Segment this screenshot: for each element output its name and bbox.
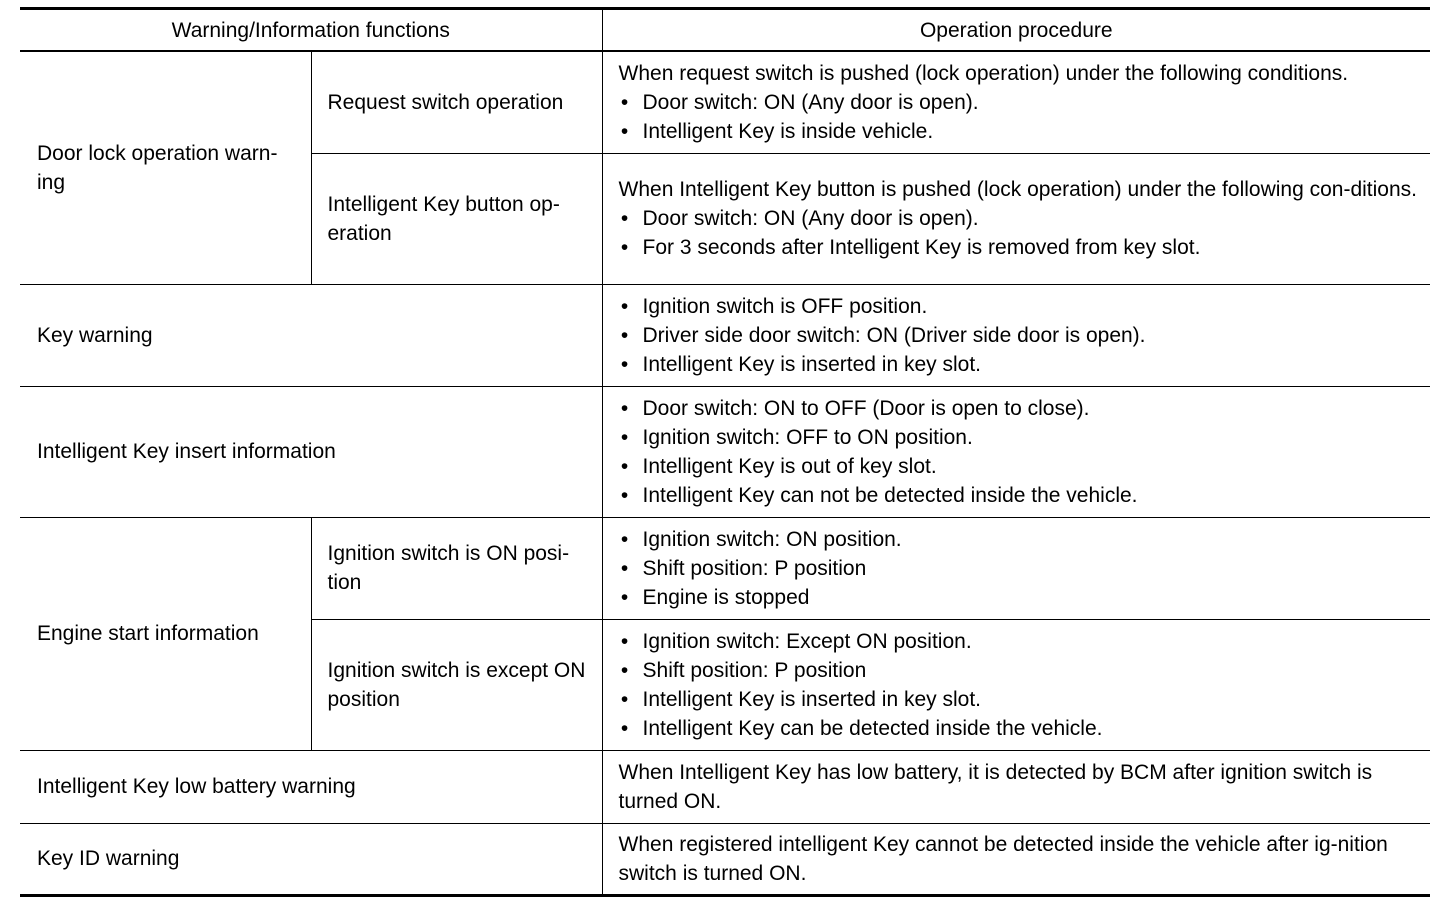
list-item-text: Door switch: ON to OFF (Door is open to close). <box>642 396 1090 420</box>
list-item-text: Intelligent Key can be detected inside the vehicle. <box>642 716 1103 740</box>
table-row <box>20 386 1430 517</box>
procedure-list <box>619 292 1423 379</box>
list-item-text: Ignition switch: Except ON position. <box>642 629 972 653</box>
list-item-text: Door switch: ON (Any door is open). <box>642 90 979 114</box>
list-item <box>619 321 1423 350</box>
header-procedure: Operation procedure <box>602 9 1430 52</box>
bullet-icon: • <box>620 687 629 711</box>
list-item <box>619 685 1423 714</box>
list-item-text: For 3 seconds after Intelligent Key is removed from key slot. <box>642 236 1201 259</box>
procedure-ignition-on <box>602 517 1430 619</box>
condition-ignition-on: Ignition switch is ON posi-tion <box>311 517 602 619</box>
list-item-text: Ignition switch is OFF position. <box>642 294 928 318</box>
bullet-icon: • <box>620 236 629 259</box>
procedure-request-switch <box>602 51 1430 153</box>
bullet-icon: • <box>620 425 629 449</box>
function-engine-start-info: Engine start information <box>20 517 311 750</box>
condition-request-switch: Request switch operation <box>311 51 602 153</box>
procedure-ignition-except-on <box>602 619 1430 750</box>
bullet-icon: • <box>620 294 629 318</box>
condition-ignition-except-on: Ignition switch is except ON position <box>311 619 602 750</box>
bullet-icon: • <box>620 585 629 609</box>
bullet-icon: • <box>620 527 629 551</box>
list-item <box>619 481 1423 510</box>
list-item-text: Intelligent Key can not be detected inside the vehicle. <box>642 483 1138 507</box>
bullet-icon: • <box>620 207 629 230</box>
list-item <box>619 656 1423 685</box>
list-item-text: Ignition switch: ON position. <box>642 527 902 551</box>
bullet-icon: • <box>620 629 629 653</box>
list-item-text: Intelligent Key is inserted in key slot. <box>642 687 982 711</box>
procedure-lead: When registered intelligent Key cannot be detected inside the vehicle after ig-nition switch is turned ON. <box>618 832 1388 885</box>
bullet-icon: • <box>620 658 629 682</box>
procedure-key-id-warning <box>602 823 1430 895</box>
list-item <box>619 554 1423 583</box>
bullet-icon: • <box>620 352 629 376</box>
bullet-icon: • <box>620 556 629 580</box>
list-item <box>619 117 1423 146</box>
procedure-lead: When request switch is pushed (lock operation) under the following conditions. <box>618 61 1349 85</box>
list-item-text: Intelligent Key is inside vehicle. <box>642 119 934 143</box>
list-item <box>619 204 1423 233</box>
procedure-key-warning <box>602 284 1430 386</box>
table-row <box>20 51 1430 153</box>
warning-information-table <box>20 7 1430 897</box>
procedure-lead: When Intelligent Key button is pushed (lock operation) under the following con-ditions. <box>618 178 1417 201</box>
function-key-insert-info: Intelligent Key insert information <box>20 386 602 517</box>
list-item <box>619 714 1423 743</box>
list-item-text: Driver side door switch: ON (Driver side door is open). <box>642 323 1146 347</box>
function-key-id-warning: Key ID warning <box>20 823 602 895</box>
bullet-icon: • <box>620 483 629 507</box>
bullet-icon: • <box>620 90 629 114</box>
list-item <box>619 525 1423 554</box>
function-door-lock-warning: Door lock operation warn-ing <box>20 51 311 284</box>
list-item <box>619 350 1423 379</box>
procedure-list <box>619 204 1423 262</box>
list-item-text: Engine is stopped <box>642 585 810 609</box>
procedure-key-insert-info <box>602 386 1430 517</box>
function-low-battery-warning: Intelligent Key low battery warning <box>20 750 602 823</box>
function-key-warning: Key warning <box>20 284 602 386</box>
bullet-icon: • <box>620 716 629 740</box>
list-item-text: Door switch: ON (Any door is open). <box>642 207 979 230</box>
procedure-list <box>619 394 1423 510</box>
table-row <box>20 750 1430 823</box>
list-item-text: Shift position: P position <box>642 556 867 580</box>
list-item-text: Ignition switch: OFF to ON position. <box>642 425 973 449</box>
header-functions: Warning/Information functions <box>20 9 602 52</box>
procedure-list <box>619 525 1423 612</box>
procedure-list <box>619 627 1423 743</box>
bullet-icon: • <box>620 454 629 478</box>
table-row <box>20 823 1430 895</box>
list-item-text: Intelligent Key is out of key slot. <box>642 454 937 478</box>
procedure-list <box>619 88 1423 146</box>
list-item-text: Shift position: P position <box>642 658 867 682</box>
procedure-low-battery-warning <box>602 750 1430 823</box>
procedure-key-button <box>602 153 1430 284</box>
condition-key-button: Intelligent Key button op-eration <box>311 153 602 284</box>
bullet-icon: • <box>620 396 629 420</box>
table-row <box>20 517 1430 619</box>
list-item-text: Intelligent Key is inserted in key slot. <box>642 352 982 376</box>
table-row <box>20 284 1430 386</box>
list-item <box>619 292 1423 321</box>
bullet-icon: • <box>620 323 629 347</box>
bullet-icon: • <box>620 119 629 143</box>
list-item <box>619 423 1423 452</box>
list-item <box>619 583 1423 612</box>
list-item <box>619 627 1423 656</box>
list-item <box>619 394 1423 423</box>
list-item <box>619 233 1423 262</box>
table-header-row <box>20 9 1430 52</box>
list-item <box>619 452 1423 481</box>
list-item <box>619 88 1423 117</box>
procedure-lead: When Intelligent Key has low battery, it is detected by BCM after ignition switch is turned ON. <box>618 760 1373 813</box>
